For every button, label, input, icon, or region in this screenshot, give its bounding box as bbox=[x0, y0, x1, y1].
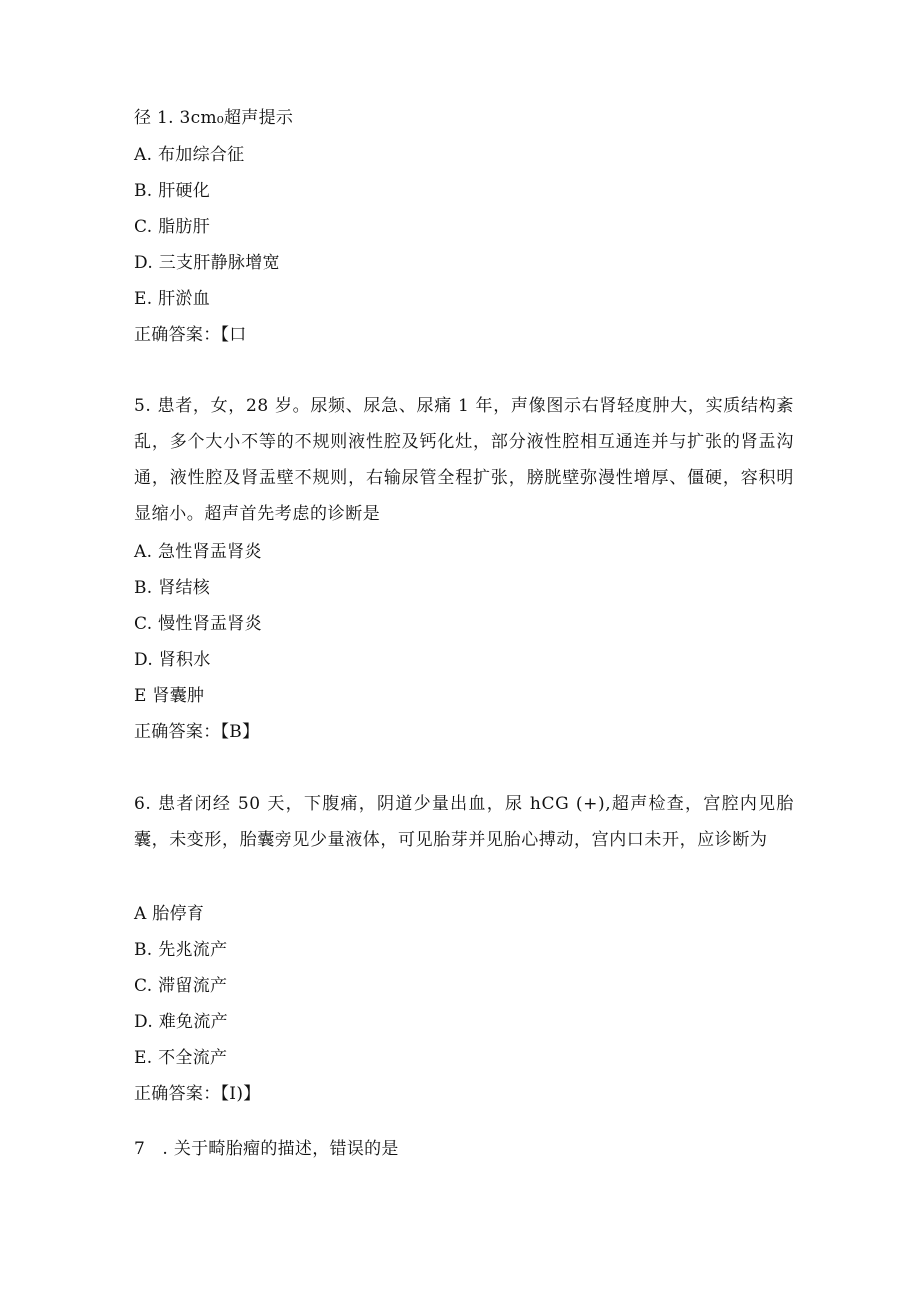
q6-option-a: A 胎停育 bbox=[134, 904, 205, 924]
q7-stem: 7 . 关于畸胎瘤的描述，错误的是 bbox=[134, 1139, 399, 1159]
q5-option-c: C. 慢性肾盂肾炎 bbox=[134, 614, 262, 634]
q6-option-d: D. 难免流产 bbox=[134, 1012, 228, 1032]
q5-answer: 正确答案：【B】 bbox=[134, 722, 260, 742]
q6-option-b: B. 先兆流产 bbox=[134, 940, 228, 960]
q4-stem-tail: 径 1. 3cm₀超声提示 bbox=[134, 108, 294, 128]
q4-option-a: A. 布加综合征 bbox=[134, 145, 245, 165]
q4-answer: 正确答案：【口 bbox=[134, 325, 247, 345]
q6-option-c: C. 滞留流产 bbox=[134, 976, 228, 996]
q5-stem: 5. 患者，女，28 岁。尿频、尿急、尿痛 1 年，声像图示右肾轻度肿大，实质结构紊乱，多个大小不等的不规则液性腔及钙化灶，部分液性腔相互通连并与扩张的肾盂沟通，液性腔及肾盂壁不规则，右输尿管全程扩张，膀胱壁弥漫性增厚、僵硬，容积明显缩小。超声首先考虑的诊断是 bbox=[134, 396, 794, 524]
q6-stem: 6. 患者闭经 50 天，下腹痛，阴道少量出血，尿 hCG (+),超声检查，宫腔内见胎囊，未变形，胎囊旁见少量液体，可见胎芽并见胎心搏动，宫内口未开，应诊断为 bbox=[134, 794, 794, 850]
q5-option-a: A. 急性肾盂肾炎 bbox=[134, 542, 262, 562]
q5-option-b: B. 肾结核 bbox=[134, 578, 211, 598]
q4-option-d: D. 三支肝静脉增宽 bbox=[134, 253, 280, 273]
q6-option-e: E. 不全流产 bbox=[134, 1048, 228, 1068]
q4-option-b: B. 肝硬化 bbox=[134, 181, 211, 201]
q6-answer: 正确答案：【I)】 bbox=[134, 1084, 261, 1104]
q5-option-e: E 肾囊肿 bbox=[134, 686, 205, 706]
q5-option-d: D. 肾积水 bbox=[134, 650, 211, 670]
q4-option-c: C. 脂肪肝 bbox=[134, 217, 211, 237]
q4-option-e: E. 肝淤血 bbox=[134, 289, 211, 309]
